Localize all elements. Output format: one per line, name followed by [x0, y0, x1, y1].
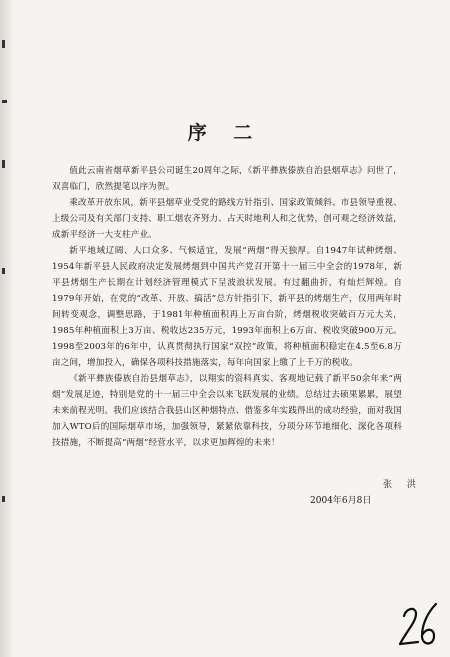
paragraph: 乘改革开放东风，新平县烟草业受党的路线方针指引、国家政策倾斜、市县领导重视、上级公司及有关部门支持、职工烟农齐努力、占天时地利人和之优势，创可观之经济效益，成新平经济一大支柱产业。: [52, 198, 402, 240]
author-signature: 张 洪: [383, 480, 422, 490]
paragraph: 《新平彝族傣族自治县烟草志》，以翔实的资料真实、客观地记载了新平50余年来“两烟”发展足迹，特别是党的十一届三中全会以来飞跃发展的业绩。总结过去硕果累累，展望未来前程光明。我们应该结合我县山区种烟特点、借鉴多年实践得出的成功经验，面对我国加入WTO后的国际烟草市场，加强领导，紧紧依靠科技，分项分环节地细化、深化各项科技措施，不断提高“两烟”经营水平，以求更加辉煌的未来！: [52, 374, 402, 448]
preface-body: [52, 163, 402, 451]
page-title: 序 二: [187, 122, 263, 144]
scan-mark: [2, 160, 5, 168]
signature-date: 2004年6月8日: [310, 496, 372, 506]
scan-mark: [2, 268, 5, 274]
scan-mark: [2, 100, 7, 103]
scan-mark: [2, 40, 5, 48]
scan-mark: [2, 496, 5, 502]
paragraph: 值此云南省烟草新平县公司诞生20周年之际，《新平彝族傣族自治县烟草志》问世了，双喜临门，欣然提笔以序为贺。: [52, 166, 402, 192]
scan-edge: [0, 0, 14, 657]
paragraph: 新平地域辽阔、人口众多、气候适宜，发展“两烟”得天独厚。自1947年试种烤烟、1954年新平县人民政府决定发展烤烟到中国共产党召开第十一届三中全会的1978年，新平县烤烟生产长期在计划经济管理模式下呈波浪状发展。有过翻曲折，有灿烂辉煌。自1979年开始，在党的“改革、开放、搞活”总方针指引下，新平县的烤烟生产，仅用两年时间转变观念，调整思路，于1981年种植面积再上万亩台阶，烤烟税收突破百万元大关，1985年种植面积上3万亩、税收达235万元，1993年面积上6万亩、税收突破900万元。1998至2003年的6年中，认真贯彻执行国家“双控”政策，将种植面积稳定在4.5至6.8万亩之间，增加投入，确保各项科技措施落实，每年向国家上缴了上千万的税收。: [52, 246, 402, 368]
handwritten-page-number: [396, 600, 442, 650]
